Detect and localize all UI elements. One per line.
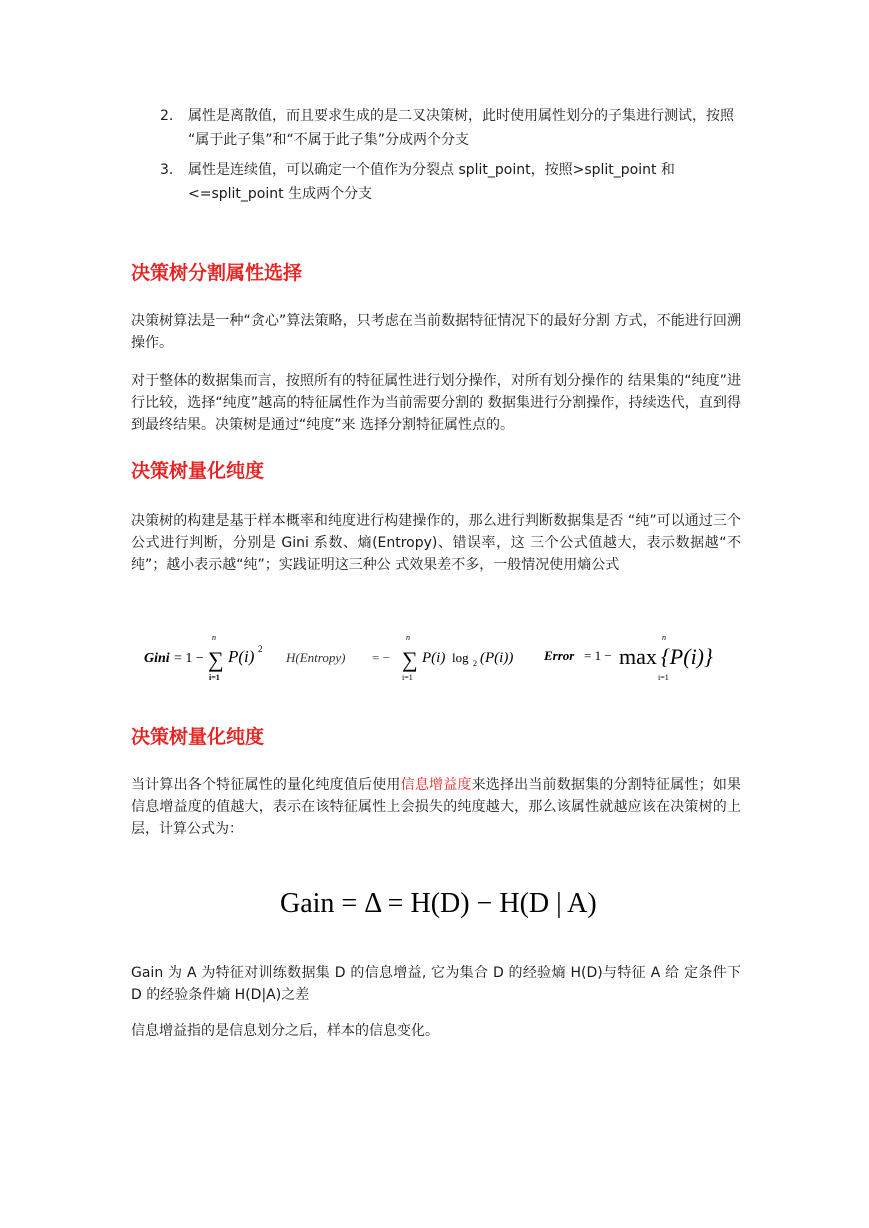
entropy-p-term: P(i) [422, 650, 446, 666]
list-item-text: 属性是离散值，而且要求生成的是二叉决策树，此时使用属性划分的子集进行测试，按照 “属于此子集”和“不属于此子集”分成两个分支 [188, 108, 734, 148]
gini-p-term: P(i) [228, 647, 255, 666]
gini-formula [144, 633, 263, 682]
info-gain-text-pre: 当计算出各个特征属性的量化纯度值后使用 [131, 777, 401, 793]
entropy-sum-bottom: i=1 [402, 673, 413, 682]
entropy-label: H(Entropy) [286, 650, 346, 665]
paragraph-info-gain [131, 774, 741, 840]
list-item-text: 属性是连续值，可以确定一个值作为分裂点 split_point，按照>split_point 和<=split_point 生成两个分支 [188, 162, 675, 202]
gain-formula [270, 870, 610, 934]
entropy-log-base: 2 [473, 659, 477, 668]
list-number: 2. [160, 108, 174, 124]
section-heading-purity: 决策树量化纯度 [131, 460, 265, 482]
paragraph-purity-compare: 对于整体的数据集而言，按照所有的特征属性进行划分操作，对所有划分操作的 结果集的“纯度”进行比较，选择“纯度”越高的特征属性作为当前需要分割的 数据集进行分割操作，持续迭代，直到得到最终结果。决策树是通过“纯度”来 选择分割特征属性点的。 [131, 373, 741, 433]
paragraph-info-change: 信息增益指的是信息划分之后，样本的信息变化。 [131, 1023, 439, 1039]
paragraph-gain-definition: Gain 为 A 为特征对训练数据集 D 的信息增益, 它为集合 D 的经验熵 H(D)与特征 A 给 定条件下 D 的经验条件熵 H(D|A)之差 [131, 965, 741, 1003]
paragraph-purity-formulas: 决策树的构建是基于样本概率和纯度进行构建操作的，那么进行判断数据集是否 “纯”可以通过三个公式进行判断，分别是 Gini 系数、熵(Entropy)、错误率，这 三个公式值越大，表示数据越“不纯”；越小表示越“纯”；实践证明这三种公 式效果差不多，一般情况使用熵公式 [131, 513, 741, 573]
error-arg: {P(i)} [661, 644, 713, 669]
list-item [160, 104, 750, 152]
error-eq: = 1 − [584, 648, 612, 663]
entropy-sum-top: n [406, 633, 410, 642]
impurity-formulas [140, 632, 740, 688]
error-label: Error [544, 648, 575, 663]
section-heading-info-gain: 决策树量化纯度 [131, 726, 265, 748]
entropy-sigma: ∑ [402, 647, 418, 672]
error-formula [543, 633, 713, 682]
entropy-formula [285, 633, 513, 682]
error-max: max [619, 644, 657, 669]
entropy-arg: (P(i)) [480, 650, 514, 666]
section-heading-split-attribute: 决策树分割属性选择 [131, 262, 303, 284]
info-gain-highlight: 信息增益度 [400, 777, 472, 793]
gini-sigma: ∑ [208, 647, 224, 672]
gini-sum-bottom: i=1 [209, 673, 220, 682]
gini-sum-top: n [212, 633, 216, 642]
error-max-top: n [662, 633, 666, 642]
error-max-bottom: i=1 [658, 673, 669, 682]
entropy-eq: = − [372, 650, 390, 665]
entropy-log: log [452, 650, 469, 665]
paragraph-greedy: 决策树算法是一种“贪心”算法策略，只考虑在当前数据特征情况下的最好分割 方式，不能进行回溯操作。 [131, 313, 741, 351]
gini-square: 2 [258, 644, 263, 654]
info-gain-text-post: 来选择出当前数据集的分割特征属性；如果信息增益度的值越大，表示在该特征属性上会损失的纯度越大，那么该属性就越应该在决策树的上层，计算公式为： [131, 777, 742, 837]
impurity-formulas-svg [140, 632, 740, 688]
gain-formula-text: Gain = Δ = H(D) − H(D | A) [280, 888, 597, 919]
list-number: 3. [160, 162, 174, 178]
gini-label: Gini [144, 651, 170, 666]
numbered-list [160, 104, 750, 212]
gain-formula-svg [270, 870, 610, 934]
list-item [160, 158, 750, 206]
gini-eq: = 1 − [174, 651, 204, 666]
